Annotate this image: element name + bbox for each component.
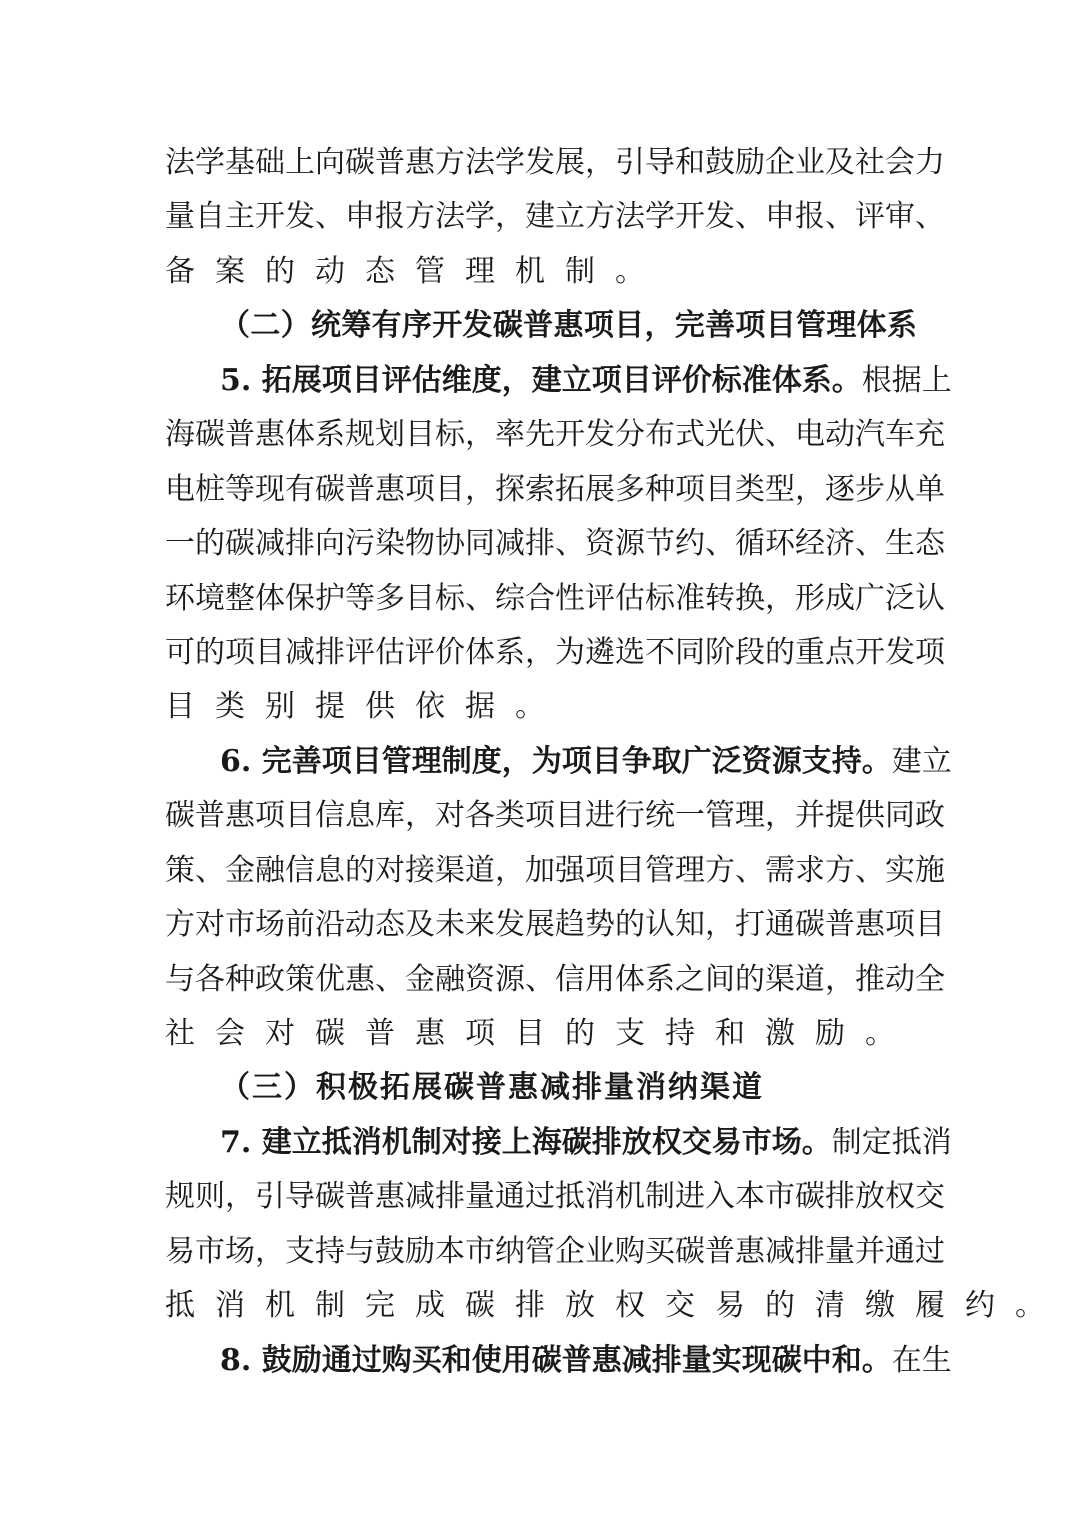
line-text: 电桩等现有碳普惠项目，探索拓展多种项目类型，逐步从单 bbox=[165, 471, 945, 507]
text-line bbox=[165, 1279, 1065, 1333]
text-line bbox=[165, 136, 945, 190]
text-line bbox=[165, 626, 945, 680]
section-heading-3 bbox=[165, 1061, 917, 1115]
text-line bbox=[165, 1007, 917, 1061]
line-text: 制定抵消 bbox=[831, 1124, 952, 1160]
text-line bbox=[165, 789, 945, 843]
text-line bbox=[165, 844, 945, 898]
line-text: 目类别提供依据。 bbox=[165, 689, 565, 725]
line-text: 可的项目减排评估评价体系，为遴选不同阶段的重点开发项 bbox=[165, 634, 945, 670]
text-line bbox=[165, 408, 945, 462]
bold-lead: 5. 拓展项目评估维度，建立项目评价标准体系。 bbox=[220, 362, 862, 398]
line-text: 一的碳减排向污染物协同减排、资源节约、循环经济、生态 bbox=[165, 526, 945, 562]
line-text: 量自主开发、申报方法学，建立方法学开发、申报、评审、 bbox=[165, 199, 945, 235]
item-6-heading bbox=[165, 735, 952, 789]
line-text: 与各种政策优惠、金融资源、信用体系之间的渠道，推动全 bbox=[165, 961, 945, 997]
text-line bbox=[165, 245, 917, 299]
line-text: 方对市场前沿动态及未来发展趋势的认知，打通碳普惠项目 bbox=[165, 907, 945, 943]
line-text: 抵消机制完成碳排放权交易的清缴履约。 bbox=[165, 1288, 1065, 1324]
line-text: 规则，引导碳普惠减排量通过抵消机制进入本市碳排放权交 bbox=[165, 1179, 945, 1215]
text-line bbox=[165, 572, 945, 626]
line-text: 根据上 bbox=[861, 362, 952, 398]
line-text: 策、金融信息的对接渠道，加强项目管理方、需求方、实施 bbox=[165, 852, 945, 888]
bold-lead: 7. 建立抵消机制对接上海碳排放权交易市场。 bbox=[220, 1124, 832, 1160]
text-line bbox=[165, 1170, 945, 1224]
text-line bbox=[165, 190, 945, 244]
bold-lead: 6. 完善项目管理制度，为项目争取广泛资源支持。 bbox=[220, 743, 892, 779]
line-text: 海碳普惠体系规划目标，率先开发分布式光伏、电动汽车充 bbox=[165, 417, 945, 453]
text-line bbox=[165, 517, 945, 571]
text-line bbox=[165, 898, 945, 952]
document-page bbox=[165, 136, 1065, 1388]
line-text: 建立 bbox=[891, 743, 952, 779]
item-7-heading bbox=[165, 1116, 952, 1170]
line-text: 备案的动态管理机制。 bbox=[165, 253, 665, 289]
item-5-heading bbox=[165, 354, 952, 408]
item-8-heading bbox=[165, 1334, 952, 1388]
text-line bbox=[165, 680, 917, 734]
line-text: 社会对碳普惠项目的支持和激励。 bbox=[165, 1016, 915, 1051]
bold-lead: 8. 鼓励通过购买和使用碳普惠减排量实现碳中和。 bbox=[220, 1342, 892, 1378]
text-line bbox=[165, 1225, 945, 1279]
heading-text: （二）统筹有序开发碳普惠项目，完善项目管理体系 bbox=[220, 308, 917, 344]
text-line bbox=[165, 953, 945, 1007]
heading-text: （三）积极拓展碳普惠减排量消纳渠道 bbox=[220, 1070, 764, 1106]
line-text: 易市场，支持与鼓励本市纳管企业购买碳普惠减排量并通过 bbox=[165, 1233, 945, 1269]
line-text: 碳普惠项目信息库，对各类项目进行统一管理，并提供同政 bbox=[165, 798, 945, 834]
section-heading-2 bbox=[165, 299, 917, 353]
line-text: 在生 bbox=[891, 1342, 952, 1378]
text-line bbox=[165, 463, 945, 517]
line-text: 法学基础上向碳普惠方法学发展，引导和鼓励企业及社会力 bbox=[165, 145, 945, 180]
line-text: 环境整体保护等多目标、综合性评估标准转换，形成广泛认 bbox=[165, 580, 945, 616]
